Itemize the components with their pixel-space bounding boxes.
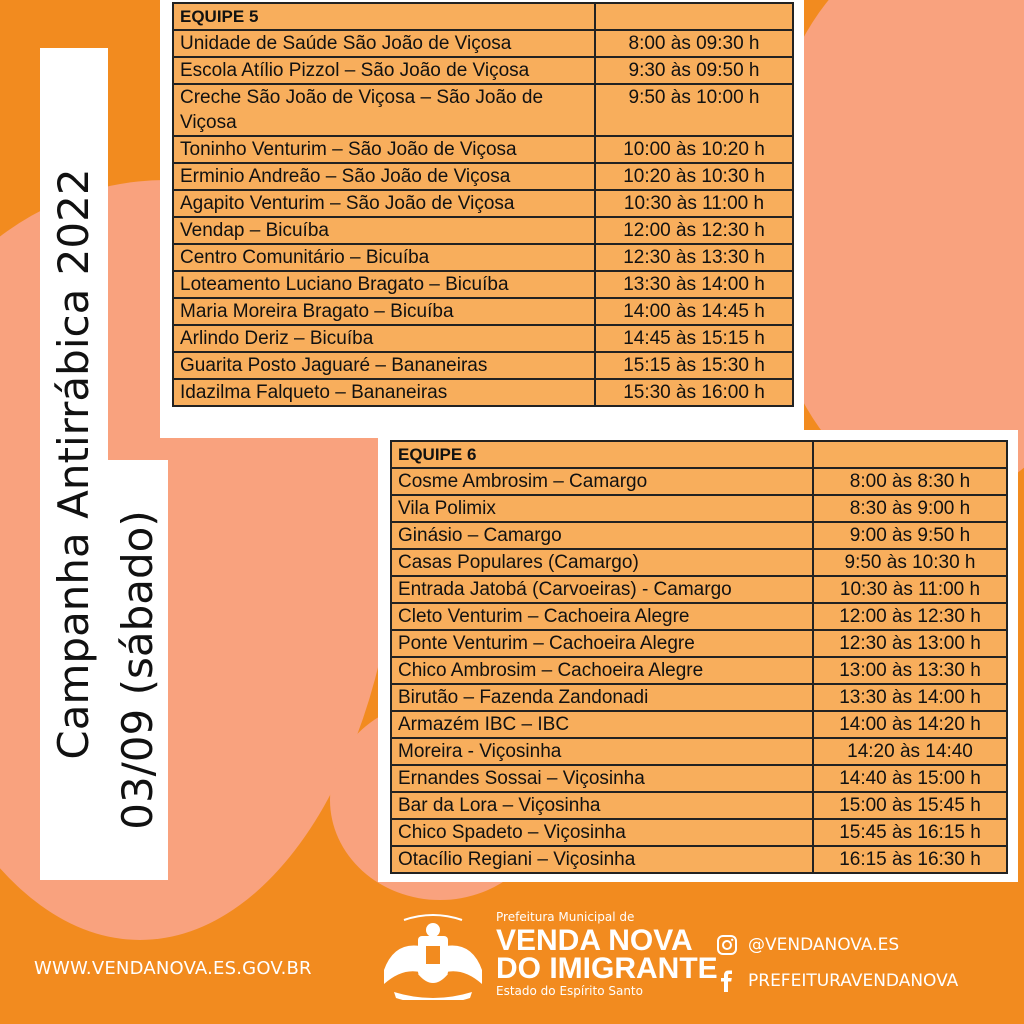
city-emblem — [374, 912, 492, 1000]
location-cell: Idazilma Falqueto – Bananeiras — [173, 379, 595, 406]
location-cell: Chico Ambrosim – Cachoeira Alegre — [391, 657, 813, 684]
time-cell: 15:45 às 16:15 h — [813, 819, 1007, 846]
location-cell: Ernandes Sossai – Viçosinha — [391, 765, 813, 792]
time-cell: 12:00 às 12:30 h — [595, 217, 793, 244]
time-cell: 10:20 às 10:30 h — [595, 163, 793, 190]
table-row — [391, 630, 1007, 657]
time-cell: 15:00 às 15:45 h — [813, 792, 1007, 819]
table-row — [173, 217, 793, 244]
website-link[interactable]: WWW.VENDANOVA.ES.GOV.BR — [34, 958, 312, 979]
time-cell: 10:30 às 11:00 h — [595, 190, 793, 217]
instagram-icon — [714, 932, 740, 958]
time-cell: 8:00 às 8:30 h — [813, 468, 1007, 495]
time-cell: 8:30 às 9:00 h — [813, 495, 1007, 522]
time-cell: 12:30 às 13:00 h — [813, 630, 1007, 657]
time-cell: 9:30 às 09:50 h — [595, 57, 793, 84]
location-cell: Casas Populares (Camargo) — [391, 549, 813, 576]
table-row — [391, 738, 1007, 765]
city-name-line2: DO IMIGRANTE — [496, 952, 718, 985]
time-cell: 9:50 às 10:30 h — [813, 549, 1007, 576]
time-cell: 14:40 às 15:00 h — [813, 765, 1007, 792]
table-row — [391, 711, 1007, 738]
time-cell: 10:00 às 10:20 h — [595, 136, 793, 163]
table-row — [391, 576, 1007, 603]
equipe5-table — [172, 2, 794, 407]
time-cell: 16:15 às 16:30 h — [813, 846, 1007, 873]
location-cell: Birutão – Fazenda Zandonadi — [391, 684, 813, 711]
time-cell: 12:30 às 13:30 h — [595, 244, 793, 271]
table-row — [391, 765, 1007, 792]
location-cell: Agapito Venturim – São João de Viçosa — [173, 190, 595, 217]
table-row — [173, 190, 793, 217]
time-cell: 13:00 às 13:30 h — [813, 657, 1007, 684]
equipe5-header: EQUIPE 5 — [173, 3, 595, 30]
table-row — [173, 244, 793, 271]
table-row — [391, 549, 1007, 576]
time-cell: 14:00 às 14:45 h — [595, 298, 793, 325]
location-cell: Unidade de Saúde São João de Viçosa — [173, 30, 595, 57]
table-row — [391, 846, 1007, 873]
table-row — [173, 57, 793, 84]
prefeitura-label: Prefeitura Municipal de — [496, 910, 635, 924]
table-row — [391, 468, 1007, 495]
table-row — [391, 819, 1007, 846]
time-cell: 14:00 às 14:20 h — [813, 711, 1007, 738]
equipe6-table — [390, 440, 1008, 874]
location-cell: Bar da Lora – Viçosinha — [391, 792, 813, 819]
table-row — [173, 30, 793, 57]
time-cell: 9:50 às 10:00 h — [595, 84, 793, 136]
estado-label: Estado do Espírito Santo — [496, 984, 643, 998]
equipe6-header: EQUIPE 6 — [391, 441, 813, 468]
location-cell: Cleto Venturim – Cachoeira Alegre — [391, 603, 813, 630]
time-cell: 12:00 às 12:30 h — [813, 603, 1007, 630]
time-cell: 10:30 às 11:00 h — [813, 576, 1007, 603]
location-cell: Erminio Andreão – São João de Viçosa — [173, 163, 595, 190]
location-cell: Centro Comunitário – Bicuíba — [173, 244, 595, 271]
table-row — [391, 522, 1007, 549]
location-cell: Ponte Venturim – Cachoeira Alegre — [391, 630, 813, 657]
location-cell: Otacílio Regiani – Viçosinha — [391, 846, 813, 873]
time-cell: 15:15 às 15:30 h — [595, 352, 793, 379]
title-line2: 03/09 (sábado) — [113, 510, 162, 830]
location-cell: Maria Moreira Bragato – Bicuíba — [173, 298, 595, 325]
location-cell: Loteamento Luciano Bragato – Bicuíba — [173, 271, 595, 298]
time-cell: 15:30 às 16:00 h — [595, 379, 793, 406]
table-row — [173, 271, 793, 298]
city-name-line1: VENDA NOVA — [496, 924, 693, 957]
location-cell: Vila Polimix — [391, 495, 813, 522]
location-cell: Chico Spadeto – Viçosinha — [391, 819, 813, 846]
facebook-icon — [714, 968, 740, 994]
table-row — [173, 379, 793, 406]
table-row — [173, 352, 793, 379]
time-cell: 13:30 às 14:00 h — [813, 684, 1007, 711]
location-cell: Moreira - Viçosinha — [391, 738, 813, 765]
location-cell: Creche São João de Viçosa – São João de Viçosa — [173, 84, 595, 136]
instagram-handle[interactable] — [714, 932, 899, 958]
time-cell: 14:45 às 15:15 h — [595, 325, 793, 352]
facebook-label: PREFEITURAVENDANOVA — [748, 971, 959, 991]
location-cell: Arlindo Deriz – Bicuíba — [173, 325, 595, 352]
instagram-label: @VENDANOVA.ES — [748, 935, 900, 955]
equipe6-header-empty — [813, 441, 1007, 468]
location-cell: Entrada Jatobá (Carvoeiras) - Camargo — [391, 576, 813, 603]
table-row — [173, 136, 793, 163]
table-row — [173, 163, 793, 190]
table-row — [391, 495, 1007, 522]
table-header-row — [173, 3, 793, 30]
time-cell: 9:00 às 9:50 h — [813, 522, 1007, 549]
table-header-row — [391, 441, 1007, 468]
time-cell: 8:00 às 09:30 h — [595, 30, 793, 57]
table-row — [173, 298, 793, 325]
table-row — [391, 603, 1007, 630]
time-cell: 13:30 às 14:00 h — [595, 271, 793, 298]
table-row — [391, 684, 1007, 711]
title-line1-panel — [40, 48, 108, 880]
title-line2-panel — [108, 460, 168, 880]
location-cell: Escola Atílio Pizzol – São João de Viçosa — [173, 57, 595, 84]
location-cell: Armazém IBC – IBC — [391, 711, 813, 738]
equipe5-header-empty — [595, 3, 793, 30]
location-cell: Vendap – Bicuíba — [173, 217, 595, 244]
location-cell: Cosme Ambrosim – Camargo — [391, 468, 813, 495]
title-line1: Campanha Antirrábica 2022 — [49, 168, 98, 760]
table-row — [173, 325, 793, 352]
location-cell: Toninho Venturim – São João de Viçosa — [173, 136, 595, 163]
location-cell: Guarita Posto Jaguaré – Bananeiras — [173, 352, 595, 379]
facebook-handle[interactable] — [714, 968, 958, 994]
table-row — [173, 84, 793, 136]
location-cell: Ginásio – Camargo — [391, 522, 813, 549]
table-row — [391, 792, 1007, 819]
table-row — [391, 657, 1007, 684]
time-cell: 14:20 às 14:40 — [813, 738, 1007, 765]
